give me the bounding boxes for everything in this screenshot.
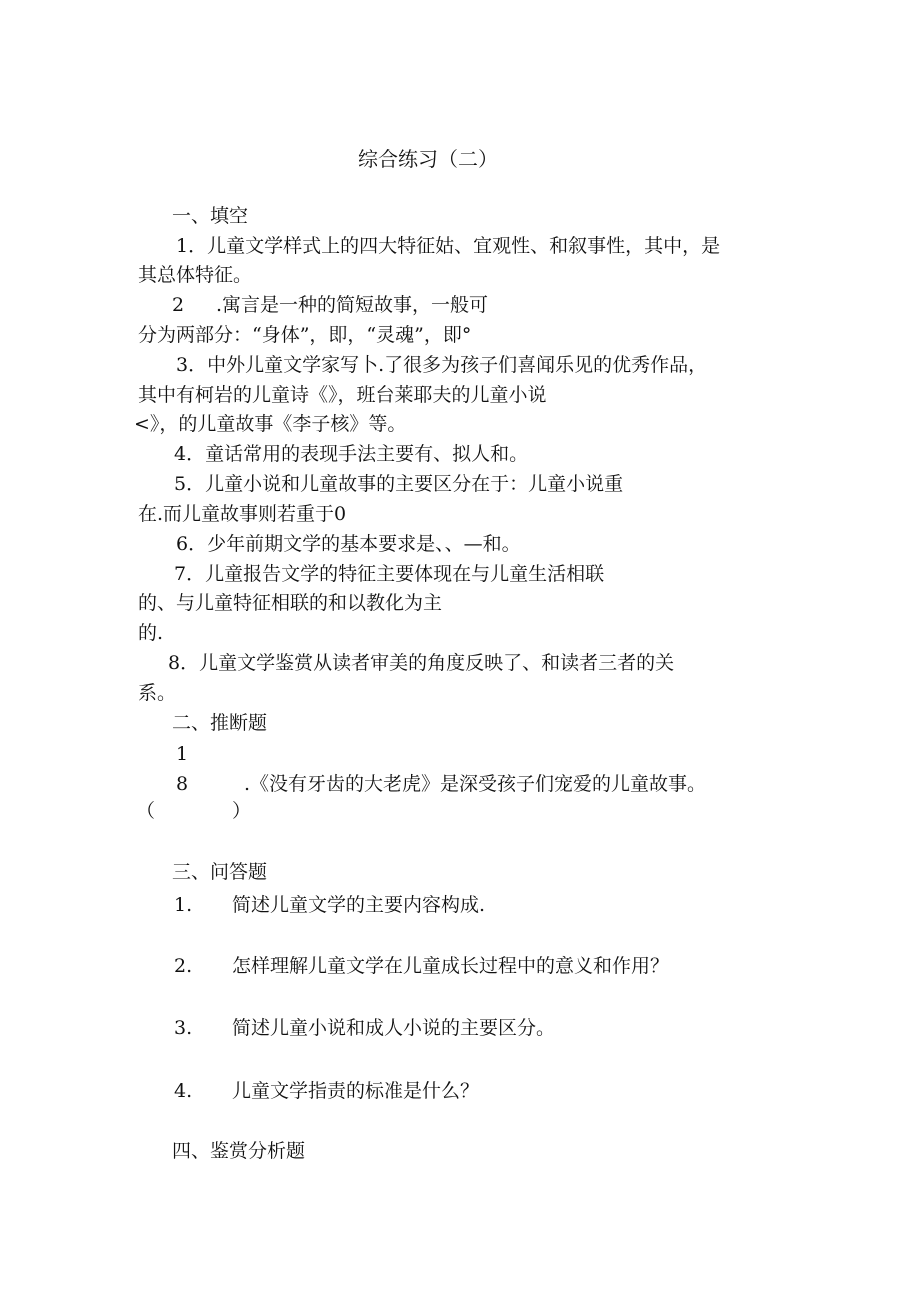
qa-item-3-number: 3.: [174, 1017, 193, 1039]
q6-line: 6．少年前期文学的基本要求是、、—和。: [176, 533, 521, 555]
qa-item-2-text: 怎样理解儿童文学在儿童成长过程中的意义和作用？: [232, 955, 670, 977]
qa-item-4-number: 4.: [174, 1080, 193, 1102]
tf-number-bottom: 8: [176, 773, 189, 795]
q3-line1: 3．中外儿童文学家写卜.了很多为孩子们喜闻乐见的优秀作品，: [176, 354, 708, 376]
q3-line2: 其中有柯岩的儿童诗《》，班台莱耶夫的儿童小说: [138, 384, 547, 406]
q8-line2: 系。: [138, 682, 177, 704]
qa-item-3-text: 简述儿童小说和成人小说的主要区分。: [232, 1017, 556, 1039]
q2-line1: .寓言是一种的简短故事，一般可: [216, 294, 489, 316]
section1-heading: 一、填空: [172, 205, 249, 227]
q5-line1: 5．儿童小说和儿童故事的主要区分在于：儿童小说重: [174, 473, 624, 495]
q5-line2: 在.而儿童故事则若重于0: [138, 503, 347, 525]
qa-item-1-number: 1.: [174, 894, 193, 916]
tf-paren-open: （: [136, 800, 156, 822]
tf-number-top: 1: [176, 743, 189, 765]
q4-line: 4．童话常用的表现手法主要有、拟人和。: [174, 443, 529, 465]
q2-line2: 分为两部分：“身体”，即，“灵魂”，即°: [138, 324, 472, 346]
section2-heading: 二、推断题: [172, 712, 268, 734]
page-title: 综合练习（二）: [358, 147, 498, 171]
q7-line3: 的.: [138, 622, 164, 644]
q7-line1: 7．儿童报告文学的特征主要体现在与儿童生活相联: [174, 563, 605, 585]
q2-number: 2: [172, 294, 185, 316]
q7-line2: 的、与儿童特征相联的和以教化为主: [138, 592, 443, 614]
tf-statement: .《没有牙齿的大老虎》是深受孩子们宠爱的儿童故事。: [244, 773, 707, 795]
q1-line1: 1．儿童文学样式上的四大特征姑、宜观性、和叙事性，其中，是: [176, 235, 721, 257]
qa-item-4-text: 儿童文学指责的标准是什么？: [232, 1080, 480, 1102]
q3-line3: <》，的儿童故事《李子核》等。: [134, 413, 407, 435]
q8-line1: 8．儿童文学鉴赏从读者审美的角度反映了、和读者三者的关: [168, 652, 675, 674]
qa-item-2-number: 2.: [174, 955, 193, 977]
qa-item-1-text: 简述儿童文学的主要内容构成.: [232, 894, 486, 916]
section3-heading: 三、问答题: [172, 861, 268, 883]
tf-paren-close: ）: [232, 800, 252, 822]
q1-line2: 其总体特征。: [138, 264, 253, 286]
section4-heading: 四、鉴赏分析题: [172, 1140, 306, 1162]
